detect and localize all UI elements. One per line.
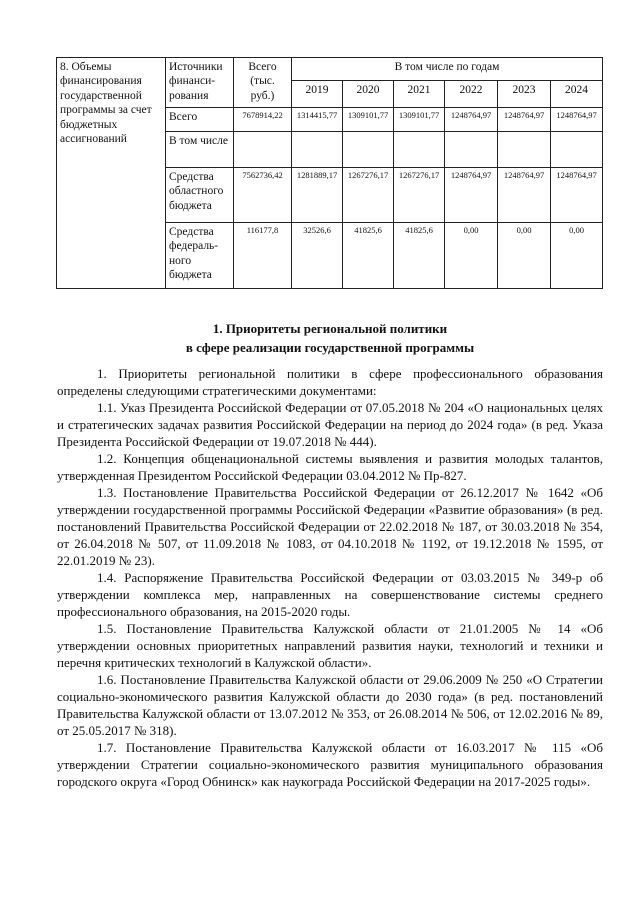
year-value: 0,00 xyxy=(551,223,603,289)
section-label-cell: 8. Объемы финансирования государственной программы за счет бюджетных ассигнований xyxy=(57,58,166,289)
total-value xyxy=(234,132,292,168)
row-label: Всего xyxy=(166,108,234,132)
financing-table xyxy=(56,57,603,289)
years-group-header: В том числе по годам xyxy=(292,58,603,81)
year-value xyxy=(551,132,603,168)
year-value: 41825,6 xyxy=(394,223,445,289)
year-value xyxy=(445,132,498,168)
year-header: 2023 xyxy=(498,81,551,108)
year-header: 2024 xyxy=(551,81,603,108)
year-value: 32526,6 xyxy=(292,223,343,289)
paragraph-1-6: 1.6. Постановление Правительства Калужской области от 29.06.2009 № 250 «О Стратегии социально-экономического развития Калужской области до 2030 года» (в ред. постановлений Правительства Калужской области от 13.07.2012 № 353, от 26.08.2014 № 506, от 12.02.2016 № 89, от 25.05.2017 № 318). xyxy=(57,672,603,738)
paragraph-intro: 1. Приоритеты региональной политики в сфере профессионального образования определены следующими стратегическими документами: xyxy=(57,366,603,398)
document-body xyxy=(57,365,603,790)
year-value xyxy=(343,132,394,168)
row-label: Средства федераль-ного бюджета xyxy=(166,223,234,289)
row-label: В том числе xyxy=(166,132,234,168)
year-value: 1267276,17 xyxy=(343,168,394,223)
paragraph-1-3: 1.3. Постановление Правительства Российской Федерации от 26.12.2017 № 1642 «Об утверждении государственной программы Российской Федерации «Развитие образования» (в ред. постановлений Правительства Российской Федерации от 22.02.2018 № 187, от 30.03.2018 № 354, от 26.04.2018 № 507, от 11.09.2018 № 1083, от 04.10.2018 № 1192, от 19.12.2018 № 1595, от 22.01.2019 № 23). xyxy=(57,485,603,568)
paragraph-1-5: 1.5. Постановление Правительства Калужской области от 21.01.2005 № 14 «Об утверждении основных приоритетных направлений развития науки, технологий и техники и перечня критических технологий в Калужской области». xyxy=(57,621,603,670)
year-value: 1267276,17 xyxy=(394,168,445,223)
row-label: Средства областного бюджета xyxy=(166,168,234,223)
year-header: 2020 xyxy=(343,81,394,108)
source-header: Источники финанси-рования xyxy=(166,58,234,108)
year-value xyxy=(394,132,445,168)
year-value: 1281889,17 xyxy=(292,168,343,223)
year-value: 1248764,97 xyxy=(551,168,603,223)
year-header: 2022 xyxy=(445,81,498,108)
section-title xyxy=(56,319,604,357)
section-title-line2: в сфере реализации государственной программы xyxy=(185,340,475,355)
year-value: 0,00 xyxy=(445,223,498,289)
year-value: 1248764,97 xyxy=(445,168,498,223)
total-value: 7678914,22 xyxy=(234,108,292,132)
year-header: 2019 xyxy=(292,81,343,108)
year-value xyxy=(292,132,343,168)
year-value xyxy=(498,132,551,168)
paragraph-1-1: 1.1. Указ Президента Российской Федерации от 07.05.2018 № 204 «О национальных целях и стратегических задачах развития Российской Федерации на период до 2024 года» (в ред. Указа Президента Российской Федерации от 19.07.2018 № 444). xyxy=(57,400,603,449)
year-value: 1248764,97 xyxy=(498,168,551,223)
year-value: 1248764,97 xyxy=(551,108,603,132)
year-value: 41825,6 xyxy=(343,223,394,289)
total-value: 7562736,42 xyxy=(234,168,292,223)
year-value: 1314415,77 xyxy=(292,108,343,132)
year-header: 2021 xyxy=(394,81,445,108)
total-header: Всего (тыс. руб.) xyxy=(234,58,292,108)
year-value: 1248764,97 xyxy=(445,108,498,132)
year-value: 1309101,77 xyxy=(343,108,394,132)
year-value: 1248764,97 xyxy=(498,108,551,132)
paragraph-1-7: 1.7. Постановление Правительства Калужской области от 16.03.2017 № 115 «Об утверждении Стратегии социально-экономического развития муниципального образования городского округа «Город Обнинск» как наукограда Российской Федерации на 2017-2025 годы». xyxy=(57,740,603,789)
total-value: 116177,8 xyxy=(234,223,292,289)
paragraph-1-4: 1.4. Распоряжение Правительства Российской Федерации от 03.03.2015 № 349-р об утверждении комплекса мер, направленных на совершенствование системы среднего профессионального образования, на 2015-2020 годы. xyxy=(57,570,603,619)
section-title-line1: 1. Приоритеты региональной политики xyxy=(212,321,448,336)
paragraph-1-2: 1.2. Концепция общенациональной системы выявления и развития молодых талантов, утвержденная Президентом Российской Федерации 03.04.2012 № Пр-827. xyxy=(57,451,603,483)
year-value: 1309101,77 xyxy=(394,108,445,132)
year-value: 0,00 xyxy=(498,223,551,289)
